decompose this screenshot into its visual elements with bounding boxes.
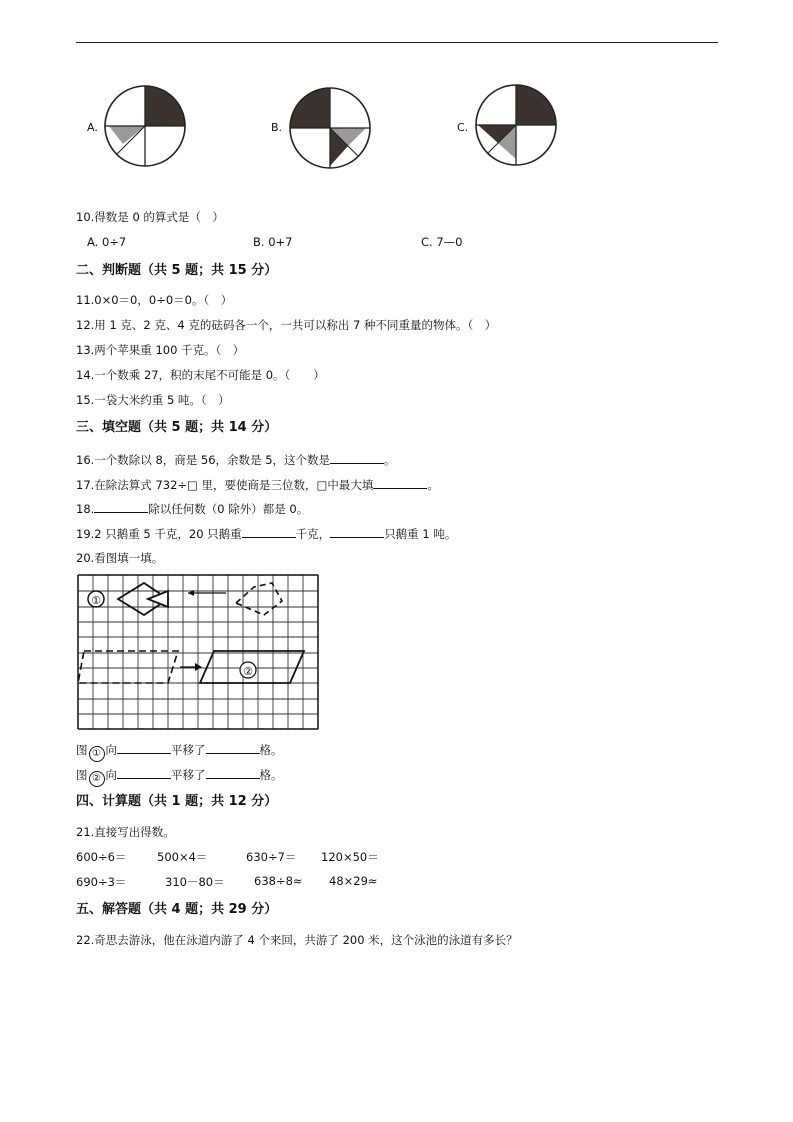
calc-r2-c2: 310－80＝ <box>165 875 225 889</box>
q20-line1-count-blank[interactable] <box>206 741 260 754</box>
calc-r2-c4: 48×29≈ <box>329 874 378 888</box>
calc-r1-c4: 120×50＝ <box>321 850 379 864</box>
q16 <box>76 451 396 468</box>
q20-line1-direction-blank[interactable] <box>117 741 171 754</box>
q20-line2-direction-blank[interactable] <box>117 766 171 779</box>
q10-option-b[interactable]: B. 0+7 <box>253 235 293 249</box>
q9-option-a[interactable]: A. <box>87 121 98 134</box>
section-title-answer: 五、解答题（共 4 题；共 29 分） <box>76 902 278 917</box>
section-title-calc: 四、计算题（共 1 题；共 12 分） <box>76 794 278 809</box>
q15: 15.一袋大米约重 5 吨。（ ） <box>76 393 230 407</box>
q20-line2-end: 格。 <box>259 768 283 782</box>
q20-line2-num: ② <box>89 771 105 787</box>
header-rule <box>76 42 718 43</box>
q20-fig2-label: ② <box>243 665 253 678</box>
q19-text-c: 只鹅重 1 吨。 <box>384 527 457 541</box>
q18 <box>76 500 308 517</box>
q20-stem: 20.看图填一填。 <box>76 551 164 565</box>
q10-option-a[interactable]: A. 0÷7 <box>87 235 127 249</box>
calc-r2-c3: 638÷8≈ <box>254 874 303 888</box>
q18-text: 除以任何数（0 除外）都是 0。 <box>148 502 309 516</box>
q17 <box>76 476 439 493</box>
q19-text-a: 19.2 只鹅重 5 千克，20 只鹅重 <box>76 527 242 541</box>
q16-blank[interactable] <box>330 451 384 464</box>
q13: 13.两个苹果重 100 千克。（ ） <box>76 343 245 357</box>
q18-num: 18. <box>76 502 95 516</box>
q20-line1-num: ① <box>89 746 105 762</box>
q9-option-b[interactable]: B. <box>271 121 283 134</box>
q20-line1 <box>76 741 283 762</box>
q17-end: 。 <box>427 478 439 492</box>
q20-fig1-label: ① <box>91 594 101 607</box>
q9-circle-a <box>103 84 187 168</box>
q16-end: 。 <box>384 453 396 467</box>
q20-line1-end: 格。 <box>259 743 283 757</box>
q20-line2-prefix: 图 <box>76 768 88 782</box>
calc-r1-c2: 500×4＝ <box>157 850 208 864</box>
q16-text: 16.一个数除以 8，商是 56，余数是 5，这个数是 <box>76 453 331 467</box>
q21-stem: 21.直接写出得数。 <box>76 825 175 839</box>
q11: 11.0×0＝0，0÷0＝0。（ ） <box>76 293 233 307</box>
q12: 12.用 1 克、2 克、4 克的砝码各一个，一共可以称出 7 种不同重量的物体。（ ） <box>76 318 497 332</box>
q18-blank[interactable] <box>94 500 148 513</box>
q17-text: 17.在除法算式 732÷□ 里，要使商是三位数，□中最大填 <box>76 478 374 492</box>
q9-circle-c <box>474 83 558 167</box>
q20-line1-move-label: 平移了 <box>171 743 206 757</box>
q20-line2-move-label: 平移了 <box>171 768 206 782</box>
q19 <box>76 525 456 542</box>
q20-line2-count-blank[interactable] <box>206 766 260 779</box>
q20-line2-dir-label: 向 <box>105 768 117 782</box>
q10-option-c[interactable]: C. 7—0 <box>421 235 463 249</box>
q20-line1-dir-label: 向 <box>105 743 117 757</box>
q14: 14.一个数乘 27，积的末尾不可能是 0。（ ） <box>76 368 325 382</box>
q20-line1-prefix: 图 <box>76 743 88 757</box>
calc-r2-c1: 690÷3＝ <box>76 875 127 889</box>
q17-blank[interactable] <box>373 476 427 489</box>
q19-blank-1[interactable] <box>242 525 296 538</box>
calc-r1-c1: 600÷6＝ <box>76 850 127 864</box>
calc-r1-c3: 630÷7＝ <box>246 850 297 864</box>
q9-circle-b <box>288 86 372 170</box>
q20-grid-figure <box>76 573 320 731</box>
q19-text-b: 千克， <box>295 527 331 541</box>
q22: 22.奇思去游泳，他在泳道内游了 4 个来回，共游了 200 米，这个泳池的泳道有多长？ <box>76 933 518 947</box>
q9-option-c[interactable]: C. <box>457 121 469 134</box>
q20-line2 <box>76 766 283 787</box>
q10-stem: 10.得数是 0 的算式是（ ） <box>76 210 224 224</box>
q19-blank-2[interactable] <box>330 525 384 538</box>
section-title-judgment: 二、判断题（共 5 题；共 15 分） <box>76 263 278 278</box>
section-title-fill: 三、填空题（共 5 题；共 14 分） <box>76 420 278 435</box>
